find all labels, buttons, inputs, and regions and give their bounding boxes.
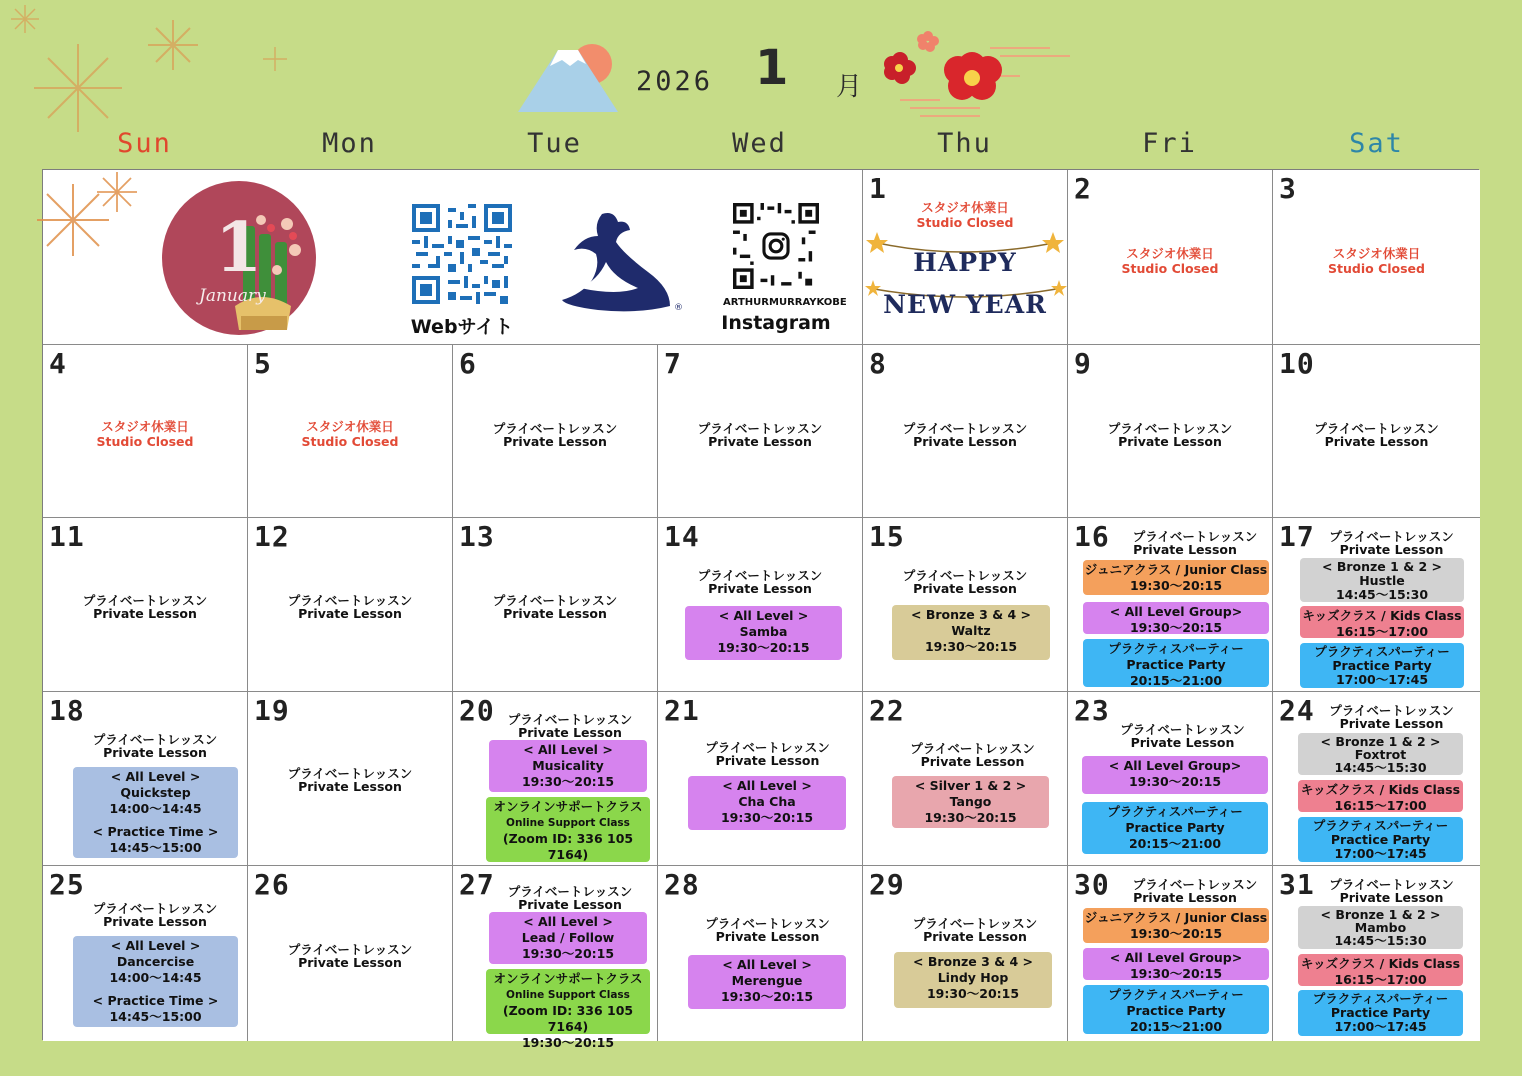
class-event-practice-party[interactable] bbox=[1298, 990, 1463, 1036]
day-number: 10 bbox=[1279, 347, 1315, 380]
class-event-text: Practice Party bbox=[1332, 658, 1432, 673]
studio-closed-jp: スタジオ休業日 bbox=[101, 419, 189, 434]
studio-closed-en: Studio Closed bbox=[301, 434, 399, 449]
day-cell-7 bbox=[658, 345, 863, 518]
class-event-text: キッズクラス / Kids Class bbox=[1300, 782, 1461, 797]
class-event-text: Practice Party bbox=[1126, 657, 1226, 672]
studio-closed-jp: スタジオ休業日 bbox=[1126, 246, 1214, 261]
day-cell-6 bbox=[453, 345, 658, 518]
class-event-text: 17:00～17:45 bbox=[1334, 846, 1427, 861]
private-lesson-jp: プライベートレッスン bbox=[902, 421, 1028, 436]
private-lesson-en: Private Lesson bbox=[93, 606, 197, 621]
calendar-year: 2026 bbox=[636, 66, 714, 97]
private-lesson-jp: プライベートレッスン bbox=[492, 421, 618, 436]
day-number: 20 bbox=[459, 694, 495, 727]
class-event-online-support[interactable] bbox=[486, 969, 650, 1050]
day-cell-11 bbox=[43, 518, 248, 692]
day-number: 13 bbox=[459, 520, 495, 553]
private-lesson-jp: プライベートレッスン bbox=[492, 593, 618, 608]
class-event-chacha[interactable] bbox=[688, 776, 846, 830]
day-cell-5 bbox=[248, 345, 453, 518]
private-lesson-jp: プライベートレッスン bbox=[287, 766, 413, 781]
day-number: 1 bbox=[869, 172, 887, 205]
private-lesson-en: Private Lesson bbox=[503, 606, 607, 621]
instagram-label[interactable]: Instagram bbox=[721, 312, 831, 334]
private-lesson-jp: プライベートレッスン bbox=[1107, 421, 1233, 436]
january-emblem-text: January bbox=[199, 286, 266, 306]
day-number: 18 bbox=[49, 694, 85, 727]
day-number: 7 bbox=[664, 347, 682, 380]
class-event-text: Foxtrot bbox=[1354, 747, 1407, 762]
happy-new-year-garland-icon bbox=[863, 228, 1068, 338]
svg-text:®: ® bbox=[674, 303, 683, 313]
class-event-text: 20:15～21:00 bbox=[1128, 836, 1222, 851]
class-event-text: キッズクラス / Kids Class bbox=[1300, 956, 1461, 971]
weekday-label-wed: Wed bbox=[732, 128, 787, 159]
class-event-text: 14:45～15:30 bbox=[1334, 760, 1427, 775]
class-event-text: < All Level > bbox=[722, 778, 812, 793]
class-event-hustle[interactable] bbox=[1300, 558, 1464, 602]
new-year-text: NEW YEAR bbox=[883, 290, 1047, 319]
day-number: 15 bbox=[869, 520, 905, 553]
class-event-text: 20:15～21:00 bbox=[1129, 1019, 1223, 1034]
private-lesson-jp: プライベートレッスン bbox=[705, 916, 830, 931]
day-number: 25 bbox=[49, 868, 85, 901]
class-event-text: 19:30～20:15 bbox=[924, 639, 1018, 654]
class-event-text: 20:15～21:00 bbox=[1129, 673, 1223, 688]
class-event-text: プラクティスパーティー bbox=[1312, 991, 1449, 1006]
class-event-text: Samba bbox=[739, 624, 788, 639]
private-lesson-jp: プライベートレッスン bbox=[82, 593, 208, 608]
class-event-text: Lead / Follow bbox=[521, 930, 615, 945]
class-event-musicality[interactable] bbox=[489, 740, 647, 792]
sparkle-icon bbox=[146, 18, 200, 72]
class-event-text: Cha Cha bbox=[738, 794, 796, 809]
private-lesson-jp: プライベートレッスン bbox=[507, 884, 633, 899]
class-event-text: 14:45～15:30 bbox=[1335, 587, 1429, 602]
day-number: 31 bbox=[1279, 868, 1315, 901]
class-event-text: Practice Party bbox=[1126, 1003, 1226, 1018]
class-event-text: < All Level > bbox=[110, 769, 201, 784]
class-event-text: 16:15～17:00 bbox=[1335, 624, 1429, 639]
private-lesson-en: Private Lesson bbox=[503, 434, 607, 449]
class-event-text: < All Level Group> bbox=[1108, 758, 1242, 773]
day-cell-30 bbox=[1068, 866, 1273, 1041]
class-event-text: < Bronze 1 & 2 > bbox=[1322, 559, 1442, 574]
day-number: 29 bbox=[869, 868, 905, 901]
class-event-text: プラクティスパーティー bbox=[1108, 641, 1244, 656]
class-event-text: < Practice Time > bbox=[92, 824, 219, 839]
class-event-text: 14:00～14:45 bbox=[109, 970, 202, 985]
day-cell-23 bbox=[1068, 692, 1273, 866]
day-number: 22 bbox=[869, 694, 905, 727]
class-event-text: Mambo bbox=[1354, 920, 1407, 935]
studio-closed-en: Studio Closed bbox=[1328, 261, 1425, 276]
private-lesson-jp: プライベートレッスン bbox=[1329, 529, 1454, 544]
weekday-label-thu: Thu bbox=[937, 128, 992, 159]
class-event-junior[interactable] bbox=[1083, 560, 1269, 595]
class-event-quickstep[interactable] bbox=[73, 767, 238, 858]
weekday-label-mon: Mon bbox=[322, 128, 377, 159]
weekday-label-tue: Tue bbox=[527, 128, 582, 159]
private-lesson-en: Private Lesson bbox=[1133, 890, 1237, 905]
class-event-text: 19:30～20:15 bbox=[924, 810, 1017, 825]
day-cell-10 bbox=[1273, 345, 1480, 518]
day-cell-9 bbox=[1068, 345, 1273, 518]
private-lesson-jp: プライベートレッスン bbox=[902, 568, 1028, 583]
private-lesson-en: Private Lesson bbox=[715, 753, 820, 768]
class-event-text: Practice Party bbox=[1330, 832, 1431, 847]
day-number: 12 bbox=[254, 520, 290, 553]
private-lesson-en: Private Lesson bbox=[103, 914, 207, 929]
private-lesson-en: Private Lesson bbox=[1324, 434, 1429, 449]
private-lesson-en: Private Lesson bbox=[1339, 890, 1444, 905]
january-kadomatsu-emblem bbox=[161, 180, 317, 336]
day-cell-29 bbox=[863, 866, 1068, 1041]
class-event-text: Waltz bbox=[951, 623, 991, 638]
day-number: 8 bbox=[869, 347, 887, 380]
day-cell-21 bbox=[658, 692, 863, 866]
day-number: 23 bbox=[1074, 694, 1110, 727]
class-event-practice-party[interactable] bbox=[1082, 802, 1268, 854]
day-cell-13 bbox=[453, 518, 658, 692]
private-lesson-en: Private Lesson bbox=[708, 581, 812, 596]
happy-text: HAPPY bbox=[913, 248, 1017, 277]
class-event-text: Tango bbox=[949, 794, 992, 809]
class-event-text: (Zoom ID: 336 105 7164) bbox=[502, 831, 634, 862]
class-event-merengue[interactable] bbox=[688, 955, 846, 1009]
class-event-all-level-group[interactable] bbox=[1083, 948, 1269, 980]
class-event-text: < All Level > bbox=[722, 957, 812, 972]
day-number: 3 bbox=[1279, 172, 1297, 205]
calendar-grid bbox=[42, 169, 1479, 1050]
class-event-text: プラクティスパーティー bbox=[1107, 804, 1243, 819]
class-event-text: 19:30～20:15 bbox=[1129, 578, 1223, 593]
day-cell-12 bbox=[248, 518, 453, 692]
private-lesson-jp: プライベートレッスン bbox=[1132, 877, 1258, 892]
private-lesson-jp: プライベートレッスン bbox=[507, 712, 633, 727]
private-lesson-en: Private Lesson bbox=[298, 955, 402, 970]
day-number: 17 bbox=[1279, 520, 1315, 553]
day-number: 28 bbox=[664, 868, 700, 901]
private-lesson-jp: プライベートレッスン bbox=[1329, 877, 1454, 892]
day-cell-20 bbox=[453, 692, 658, 866]
private-lesson-jp: プライベートレッスン bbox=[287, 942, 413, 957]
studio-closed-jp: スタジオ休業日 bbox=[921, 200, 1009, 215]
private-lesson-en: Private Lesson bbox=[518, 897, 622, 912]
class-event-text: プラクティスパーティー bbox=[1312, 818, 1449, 833]
plum-blossom-decoration-icon bbox=[880, 26, 1072, 126]
private-lesson-jp: プライベートレッスン bbox=[92, 901, 218, 916]
day-cell-31 bbox=[1273, 866, 1480, 1041]
class-event-text: Dancercise bbox=[116, 954, 195, 969]
class-event-text: 19:30～20:15 bbox=[720, 989, 814, 1004]
sparkle-icon bbox=[262, 46, 288, 72]
class-event-all-level-group[interactable] bbox=[1082, 756, 1268, 794]
studio-closed-en: Studio Closed bbox=[916, 215, 1014, 230]
calendar-month-suffix: 月 bbox=[836, 72, 863, 102]
class-event-text: Online Support Class bbox=[506, 989, 630, 1001]
day-number: 24 bbox=[1279, 694, 1315, 727]
day-number: 21 bbox=[664, 694, 700, 727]
day-cell-19 bbox=[248, 692, 453, 866]
weekday-label-fri: Fri bbox=[1142, 128, 1197, 159]
instagram-handle: ARTHURMURRAYKOBE bbox=[723, 297, 847, 308]
weekday-label-sat: Sat bbox=[1349, 128, 1404, 159]
private-lesson-en: Private Lesson bbox=[913, 581, 1017, 596]
day-cell-18 bbox=[43, 692, 248, 866]
private-lesson-en: Private Lesson bbox=[103, 745, 207, 760]
class-event-text: Quickstep bbox=[120, 785, 191, 800]
class-event-text: プラクティスパーティー bbox=[1314, 644, 1450, 659]
class-event-text: 19:30～20:15 bbox=[1129, 926, 1223, 941]
calendar-month: 1 bbox=[755, 40, 789, 96]
class-event-foxtrot[interactable] bbox=[1298, 733, 1463, 775]
day-number: 14 bbox=[664, 520, 700, 553]
class-event-lead-follow[interactable] bbox=[489, 912, 647, 964]
day-cell-4 bbox=[43, 345, 248, 518]
sparkle-icon bbox=[10, 4, 40, 34]
weekday-label-sun: Sun bbox=[117, 128, 172, 159]
private-lesson-en: Private Lesson bbox=[715, 929, 820, 944]
class-event-text: Online Support Class bbox=[506, 817, 630, 829]
private-lesson-en: Private Lesson bbox=[298, 779, 402, 794]
day-cell-28 bbox=[658, 866, 863, 1041]
calendar-header bbox=[0, 0, 1522, 170]
day-cell-8 bbox=[863, 345, 1068, 518]
day-cell-3 bbox=[1273, 170, 1480, 345]
private-lesson-jp: プライベートレッスン bbox=[1329, 703, 1454, 718]
private-lesson-en: Private Lesson bbox=[298, 606, 402, 621]
class-event-practice-party[interactable] bbox=[1083, 639, 1269, 687]
class-event-text: 19:30～20:15 bbox=[521, 946, 615, 961]
day-cell-15 bbox=[863, 518, 1068, 692]
day-cell-27 bbox=[453, 866, 658, 1050]
class-event-text: Musicality bbox=[532, 758, 604, 773]
private-lesson-en: Private Lesson bbox=[1133, 542, 1237, 557]
website-label[interactable]: Webサイト bbox=[410, 316, 514, 338]
class-event-text: (Zoom ID: 336 105 7164) bbox=[502, 1003, 634, 1034]
sparkle-icon bbox=[95, 170, 139, 214]
class-event-practice-party[interactable] bbox=[1298, 817, 1463, 862]
studio-closed-en: Studio Closed bbox=[96, 434, 194, 449]
class-event-mambo[interactable] bbox=[1298, 906, 1463, 949]
class-event-kids[interactable] bbox=[1298, 780, 1463, 812]
class-event-text: 19:30～20:15 bbox=[1129, 620, 1223, 635]
class-event-text: < Bronze 1 & 2 > bbox=[1320, 734, 1441, 749]
private-lesson-jp: プライベートレッスン bbox=[1314, 421, 1439, 436]
private-lesson-jp: プライベートレッスン bbox=[705, 740, 830, 755]
class-event-text: < All Level > bbox=[110, 938, 201, 953]
class-event-text: オンラインサポートクラス bbox=[493, 799, 643, 814]
day-number: 16 bbox=[1074, 520, 1110, 553]
class-event-text: < Bronze 3 & 4 > bbox=[913, 954, 1033, 969]
mount-fuji-icon bbox=[512, 22, 622, 114]
day-number: 5 bbox=[254, 347, 272, 380]
day-number: 11 bbox=[49, 520, 85, 553]
private-lesson-jp: プライベートレッスン bbox=[910, 741, 1035, 756]
class-event-practice-party[interactable] bbox=[1300, 643, 1464, 688]
day-number: 9 bbox=[1074, 347, 1092, 380]
day-cell-17 bbox=[1273, 518, 1480, 692]
day-cell-16 bbox=[1068, 518, 1273, 692]
class-event-text: < Bronze 1 & 2 > bbox=[1320, 907, 1441, 922]
private-lesson-en: Private Lesson bbox=[1339, 716, 1444, 731]
class-event-text: 17:00～17:45 bbox=[1335, 672, 1429, 687]
calendar-banner bbox=[43, 170, 863, 345]
class-event-samba[interactable] bbox=[685, 606, 842, 660]
private-lesson-en: Private Lesson bbox=[920, 754, 1025, 769]
class-event-text: 16:15～17:00 bbox=[1334, 798, 1427, 813]
class-event-text: < All Level > bbox=[523, 742, 613, 757]
private-lesson-jp: プライベートレッスン bbox=[1132, 529, 1258, 544]
class-event-dancercise[interactable] bbox=[73, 936, 238, 1027]
private-lesson-en: Private Lesson bbox=[1130, 735, 1235, 750]
class-event-text: 14:45～15:30 bbox=[1334, 933, 1427, 948]
class-event-text: 19:30～20:15 bbox=[1129, 966, 1223, 981]
class-event-text: < All Level > bbox=[523, 914, 613, 929]
private-lesson-en: Private Lesson bbox=[1339, 542, 1444, 557]
class-event-tango[interactable] bbox=[892, 776, 1049, 828]
private-lesson-jp: プライベートレッスン bbox=[287, 593, 413, 608]
day-cell-22 bbox=[863, 692, 1068, 866]
class-event-text: Lindy Hop bbox=[937, 970, 1009, 985]
class-event-text: ジュニアクラス / Junior Class bbox=[1084, 910, 1268, 925]
class-event-online-support[interactable] bbox=[486, 797, 650, 862]
class-event-text: 19:30～20:15 bbox=[720, 810, 814, 825]
class-event-text: < Practice Time > bbox=[92, 993, 219, 1008]
class-event-text: ジュニアクラス / Junior Class bbox=[1084, 562, 1268, 577]
class-event-text: < Silver 1 & 2 > bbox=[914, 778, 1027, 793]
day-number: 26 bbox=[254, 868, 290, 901]
class-event-text: 19:30～20:15 bbox=[926, 986, 1020, 1001]
class-event-text: 14:45～15:00 bbox=[109, 840, 202, 855]
class-event-text: 14:45～15:00 bbox=[109, 1009, 202, 1024]
january-emblem-number: 1 bbox=[215, 208, 263, 288]
studio-closed-en: Studio Closed bbox=[1121, 261, 1219, 276]
class-event-text: プラクティスパーティー bbox=[1108, 987, 1244, 1002]
private-lesson-jp: プライベートレッスン bbox=[697, 421, 823, 436]
day-number: 6 bbox=[459, 347, 477, 380]
class-event-text: < All Level Group> bbox=[1109, 950, 1243, 965]
class-event-text: < Bronze 3 & 4 > bbox=[911, 607, 1031, 622]
class-event-text: Hustle bbox=[1359, 573, 1405, 588]
day-cell-14 bbox=[658, 518, 863, 692]
class-event-text: 17:00～17:45 bbox=[1334, 1019, 1427, 1034]
class-event-text: Practice Party bbox=[1125, 820, 1225, 835]
day-cell-26 bbox=[248, 866, 453, 1041]
private-lesson-en: Private Lesson bbox=[708, 434, 812, 449]
class-event-text: 16:15～17:00 bbox=[1334, 972, 1427, 987]
private-lesson-jp: プライベートレッスン bbox=[92, 732, 218, 747]
day-cell-1 bbox=[863, 170, 1068, 345]
class-event-text: 19:30～20:15 bbox=[1128, 774, 1222, 789]
private-lesson-jp: プライベートレッスン bbox=[697, 568, 823, 583]
class-event-kids[interactable] bbox=[1300, 606, 1464, 638]
class-event-text: Merengue bbox=[731, 973, 803, 988]
day-number: 30 bbox=[1074, 868, 1110, 901]
class-event-text: オンラインサポートクラス bbox=[493, 971, 643, 986]
instagram-qr-code[interactable] bbox=[733, 203, 819, 293]
class-event-practice-party[interactable] bbox=[1083, 985, 1269, 1034]
class-event-text: < All Level Group> bbox=[1109, 604, 1243, 619]
day-cell-2 bbox=[1068, 170, 1273, 345]
sparkle-icon bbox=[30, 40, 126, 136]
class-event-all-level-group[interactable] bbox=[1083, 602, 1269, 634]
private-lesson-jp: プライベートレッスン bbox=[912, 916, 1038, 931]
arthur-murray-dancer-logo bbox=[558, 210, 686, 314]
class-event-text: 19:30～20:15 bbox=[521, 1035, 615, 1050]
private-lesson-en: Private Lesson bbox=[1118, 434, 1222, 449]
class-event-waltz[interactable] bbox=[892, 605, 1050, 660]
day-cell-25 bbox=[43, 866, 248, 1041]
class-event-lindy-hop[interactable] bbox=[894, 952, 1052, 1008]
private-lesson-en: Private Lesson bbox=[518, 725, 622, 740]
day-number: 4 bbox=[49, 347, 67, 380]
class-event-text: 19:30～20:15 bbox=[521, 774, 615, 789]
class-event-text: 14:00～14:45 bbox=[109, 801, 202, 816]
studio-closed-jp: スタジオ休業日 bbox=[306, 419, 394, 434]
class-event-text: 19:30～20:15 bbox=[717, 640, 810, 655]
class-event-text: キッズクラス / Kids Class bbox=[1302, 608, 1462, 623]
day-number: 27 bbox=[459, 868, 495, 901]
private-lesson-en: Private Lesson bbox=[913, 434, 1017, 449]
private-lesson-en: Private Lesson bbox=[923, 929, 1027, 944]
class-event-text: Practice Party bbox=[1330, 1005, 1431, 1020]
class-event-kids[interactable] bbox=[1298, 954, 1463, 986]
class-event-text: < All Level > bbox=[718, 608, 809, 623]
day-cell-24 bbox=[1273, 692, 1480, 866]
private-lesson-jp: プライベートレッスン bbox=[1120, 722, 1245, 737]
studio-closed-jp: スタジオ休業日 bbox=[1332, 246, 1421, 261]
day-number: 19 bbox=[254, 694, 290, 727]
website-qr-code[interactable] bbox=[412, 204, 512, 308]
day-number: 2 bbox=[1074, 172, 1092, 205]
class-event-junior[interactable] bbox=[1083, 908, 1269, 943]
